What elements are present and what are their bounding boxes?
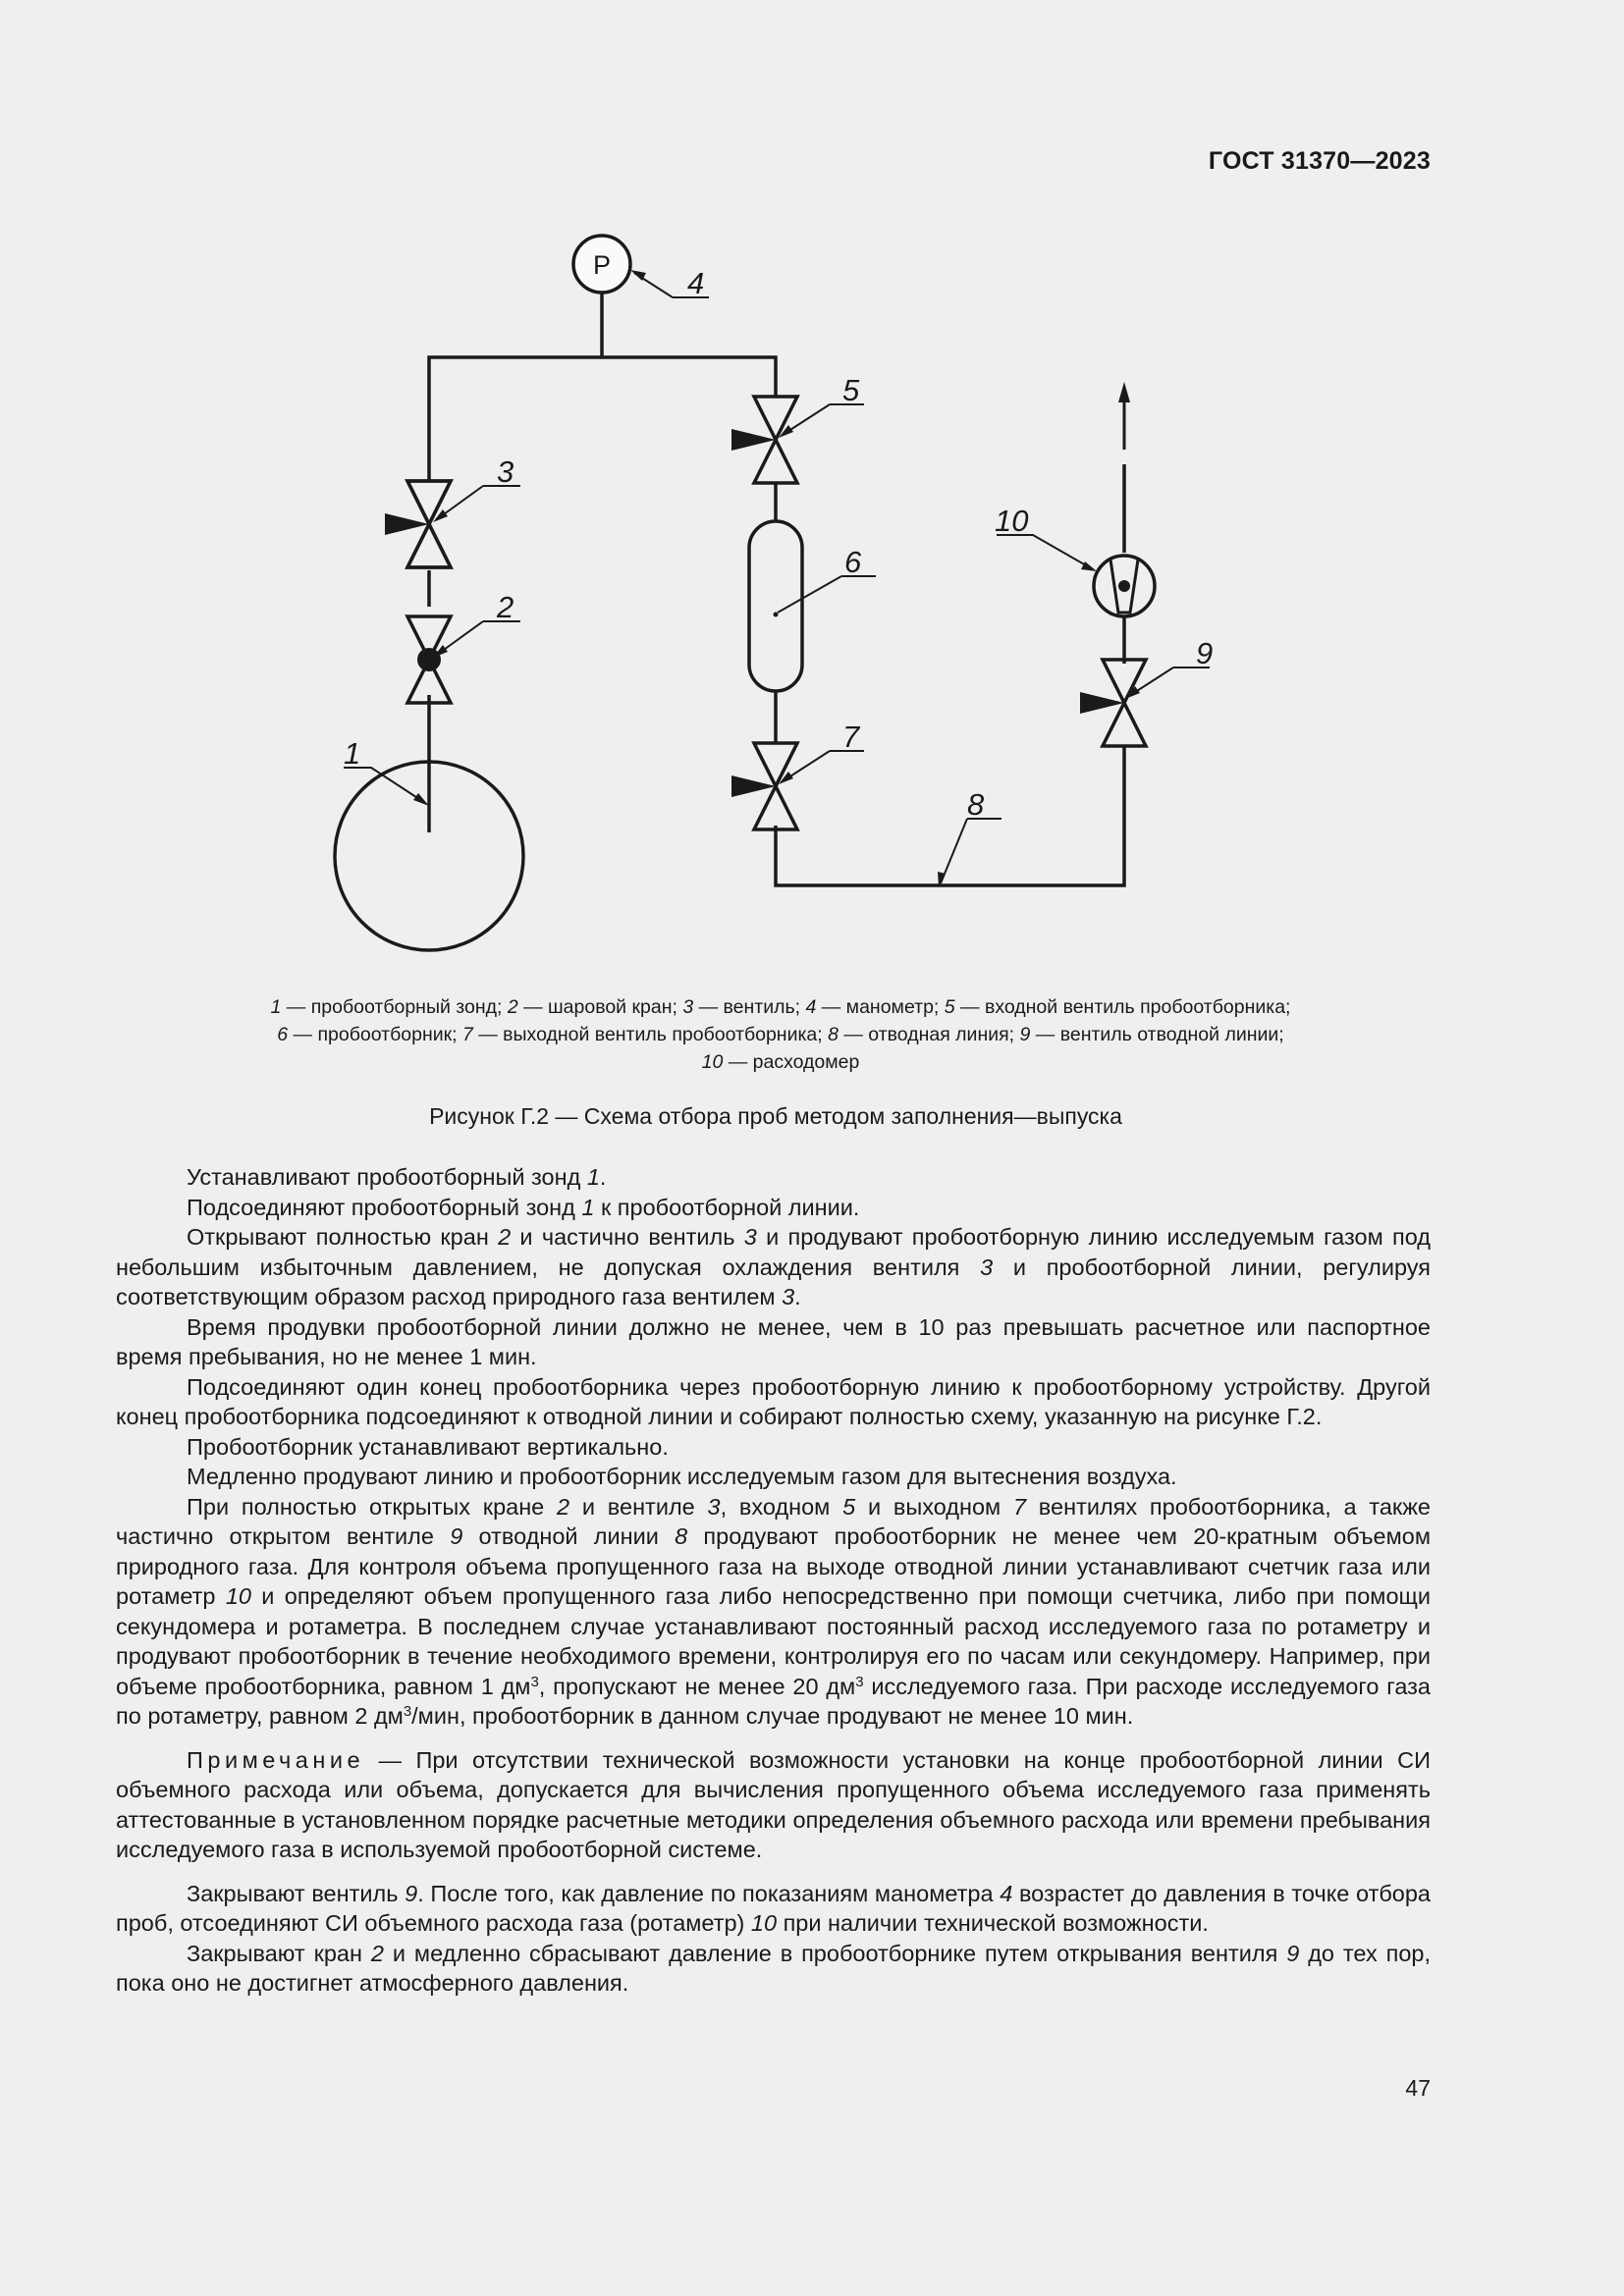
callout-4: 4 — [687, 266, 705, 300]
leader-8 — [941, 819, 1001, 883]
pipeline-left — [429, 293, 776, 780]
callout-3: 3 — [497, 454, 514, 489]
valve-5-handle — [731, 429, 776, 451]
ball-valve-2-ball — [417, 648, 441, 671]
body-text — [116, 1162, 1431, 1999]
paragraph-1: Устанавливают пробоотборный зонд 1. — [187, 1164, 607, 1190]
figure-legend — [147, 993, 1414, 1076]
legend-line-2: 6 — пробоотборник; 7 — выходной вентиль пробоотборника; 8 — отводная линия; 9 — вентиль отводной линии; — [277, 1024, 1284, 1045]
leader-2 — [437, 621, 520, 655]
paragraph-5: Подсоединяют один конец пробоотборника через пробоотборную линию к пробоотборному устройству. Другой конец пробоотборника подсоединяют к отводной линии и собирают полностью схему, указанную на рисунке Г.2. — [116, 1373, 1431, 1429]
callout-6: 6 — [844, 545, 862, 579]
paragraph-8: При полностью открытых кране 2 и вентиле 3, входном 5 и выходном 7 вентилях пробоотборника, а также частично открытом вентиле 9 отводной линии 8 продувают пробоотборник не менее чем 20-кратным объемом природного газа. Для контроля объема пропущенного газа на выходе отводной линии устанавливают счетчик газа или ротаметр 10 и определяют объем пропущенного газа либо непосредственно при помощи счетчика, либо при помощи секундомера и ротаметра. В последнем случае устанавливают постоянный расход исследуемого газа по ротаметру и продувают пробоотборник в течение необходимого времени, контролируя его по часам или секундомеру. Например, при объеме пробоотборника, равном 1 $дм^3$, пропускают не менее 20 $дм^3$ исследуемого газа. При расходе исследуемого газа по ротаметру, равном 2 $дм^3$/мин, пробоотборник в данном случае продувают не менее 10 мин. — [116, 1493, 1431, 1729]
note-label: Примечание — [187, 1746, 365, 1773]
valve-3-handle — [385, 513, 429, 535]
callout-7: 7 — [842, 720, 860, 754]
paragraph-6: Пробоотборник устанавливают вертикально. — [187, 1433, 669, 1460]
pipeline-right — [776, 464, 1124, 885]
paragraph-10: Закрывают кран 2 и медленно сбрасывают давление в пробоотборнике путем открывания вентиля 9 до тех пор, пока оно не достигнет атмосферного давления. — [116, 1940, 1431, 1996]
leader-3 — [437, 486, 520, 519]
manometer-letter: P — [592, 250, 612, 280]
paragraph-2: Подсоединяют пробоотборный зонд 1 к пробоотборной линии. — [187, 1194, 860, 1220]
document-code: ГОСТ 31370—2023 — [1208, 147, 1431, 175]
callout-8: 8 — [967, 787, 985, 822]
callout-2: 2 — [497, 590, 514, 624]
callout-5: 5 — [842, 373, 860, 407]
leader-1-arrowhead — [413, 793, 429, 806]
callout-9: 9 — [1196, 636, 1214, 670]
figure-caption: Рисунок Г.2 — Схема отбора проб методом заполнения—выпуска — [429, 1103, 1122, 1129]
leader-7 — [783, 751, 864, 781]
leader-6 — [778, 576, 876, 613]
valve-9-handle — [1080, 692, 1124, 714]
valve-7-handle — [731, 775, 776, 797]
sampling-scheme-diagram — [0, 0, 1624, 982]
sampler-cylinder — [749, 521, 802, 691]
callout-10: 10 — [995, 504, 1029, 538]
paragraph-3: Открывают полностью кран 2 и частично вентиль 3 и продувают пробоотборную линию исследуемым газом под небольшим избыточным давлением, не допуская охлаждения вентиля 3 и пробоотборной линии, регулируя соответствующим образом расход природного газа вентилем 3. — [116, 1224, 1431, 1309]
leader-10 — [997, 535, 1093, 569]
paragraph-4: Время продувки пробоотборной линии должно не менее, чем в 10 раз превышать расчетное или паспортное время пребывания, но не менее 1 мин. — [116, 1313, 1431, 1369]
legend-line-3: 10 — расходомер — [701, 1051, 860, 1073]
page-number: 47 — [1405, 2075, 1431, 2101]
callout-1: 1 — [344, 736, 361, 771]
paragraph-7: Медленно продувают линию и пробоотборник исследуемым газом для вытеснения воздуха. — [187, 1464, 1177, 1489]
paragraph-9: Закрывают вентиль 9. После того, как давление по показаниям манометра 4 возрастет до давления в точке отбора проб, отсоединяют СИ объемного расхода газа (ротаметр) 10 при наличии технической возможности. — [116, 1880, 1431, 1936]
exhaust-arrow-head — [1118, 382, 1130, 402]
sampler-center-dot — [774, 613, 779, 617]
flowmeter-float — [1118, 580, 1130, 592]
note-paragraph: Примечание — При отсутствии технической возможности установки на конце пробоотборной линии СИ объемного расхода или объема, допускается для вычисления пропущенного объема исследуемого газа применять аттестованные в установленном порядке расчетные методики определения объемного расхода или времени пребывания исследуемого газа в используемой пробоотборной системе. — [116, 1746, 1431, 1862]
leader-5 — [783, 404, 864, 435]
legend-line-1: 1 — пробоотборный зонд; 2 — шаровой кран; 3 — вентиль; 4 — манометр; 5 — входной вентиль пробоотборника; — [270, 996, 1291, 1018]
